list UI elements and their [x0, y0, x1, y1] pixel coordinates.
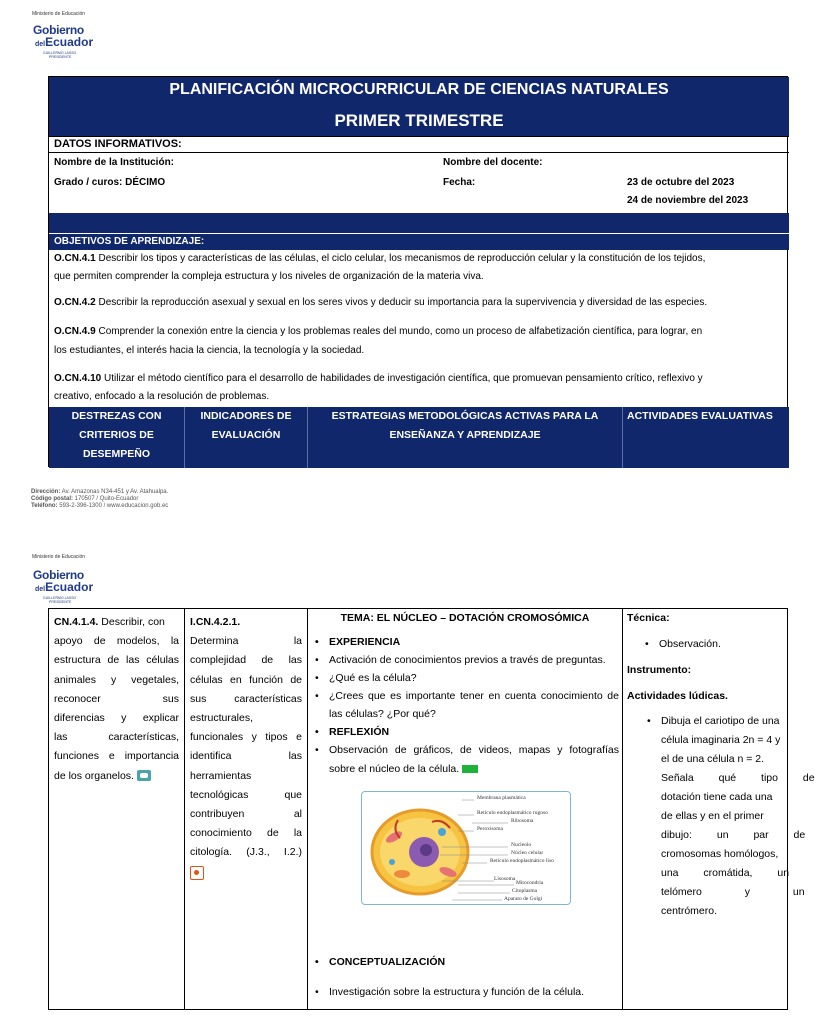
- cell-label: Núcleo celular: [511, 850, 544, 856]
- logo-line2: Ecuador: [45, 35, 94, 49]
- spacer-bar: [49, 213, 789, 233]
- col-header-line: ENSEÑANZA Y APRENDIZAJE: [389, 429, 541, 441]
- skill-line: de los organelos.: [54, 769, 134, 782]
- objective-1-cont: que permiten comprender la compleja estructura y los niveles de organización de la materia viva.: [54, 271, 484, 282]
- indicator-line: estructurales,: [190, 712, 254, 725]
- government-logo-2: [33, 569, 103, 609]
- objective-code: O.CN.4.9: [54, 326, 96, 337]
- logo-line1: Gobierno: [33, 568, 84, 582]
- activity-item: • Dibuja el cariotipo de una célula imaginaria 2n = 4 y el de una célula n = 2. Señala qué tipo de dotación tiene cada una de ellas y en el primer dibujo: un par de cromosomas homólogos, una cromátida, un telómero y un centrómero.: [627, 712, 789, 921]
- col-header-line: EVALUACIÓN: [211, 429, 281, 441]
- info-heading: DATOS INFORMATIVOS:: [54, 138, 182, 150]
- objective-text: Utilizar el método científico para el desarrollo de habilidades de investigación científica, que promuevan pensamiento crítico, reflexivo y: [101, 373, 703, 384]
- planning-table: [48, 76, 788, 467]
- activity-line: de ellas y en el primer: [661, 810, 764, 822]
- col-header-activities: [627, 407, 797, 426]
- col-header-line: ACTIVIDADES EVALUATIVAS: [627, 410, 773, 422]
- objective-code: O.CN.4.10: [54, 373, 102, 384]
- indicator-line: conocimiento de la: [190, 827, 302, 840]
- reflection-item: [311, 741, 619, 779]
- experience-heading: • EXPERIENCIA: [311, 633, 619, 651]
- video-icon[interactable]: [462, 765, 478, 773]
- skill-line: estructura de las células: [54, 654, 179, 667]
- objective-text: Describir la reproducción asexual y sexual en los seres vivos y deducir su importancia para la supervivencia y diversidad de las especies.: [95, 297, 708, 308]
- activities-label: Actividades lúdicas.: [627, 690, 728, 702]
- indicator-line: contribuyen al: [190, 808, 302, 821]
- skill-line: reconocer sus: [54, 692, 179, 705]
- indicator-line: citología. (J.3., I.2.): [190, 846, 302, 859]
- indicator-line: herramientas: [190, 769, 252, 782]
- indicator-line: tecnológicas que: [190, 788, 302, 801]
- postal: 170507 / Quito-Ecuador: [73, 496, 139, 502]
- skill-line: funciones e importancia: [54, 750, 179, 763]
- topic-title: TEMA: EL NÚCLEO – DOTACIÓN CROMOSÓMICA: [340, 612, 590, 624]
- cell-label: Ribosoma: [511, 818, 534, 824]
- ministry-label: Ministerio de Educación: [32, 11, 86, 17]
- activity-line: el de una célula n = 2.: [661, 753, 765, 765]
- col-header-line: ESTRATEGIAS METODOLÓGICAS ACTIVAS PARA LA: [331, 410, 599, 422]
- activity-line: dibujo: un par de: [661, 829, 806, 841]
- logo-prefix: del: [35, 41, 46, 48]
- logo-line3: GUILLERMO LASSO: [43, 51, 77, 55]
- address-label: Dirección:: [31, 489, 61, 495]
- cell-label: Citoplasma: [512, 888, 538, 894]
- indicator-line: identifica las: [190, 750, 302, 763]
- technique-text: Observación.: [659, 638, 721, 650]
- indicator-line: células en función de: [190, 673, 302, 686]
- technique-item: [641, 635, 789, 654]
- indicator-line: sus características: [190, 692, 302, 705]
- teacher-label: Nombre del docente:: [443, 157, 543, 168]
- experience-item: • ¿Crees que es importante tener en cuenta conocimiento de las células? ¿Por qué?: [311, 687, 619, 723]
- experience-item: • Activación de conocimientos previos a través de preguntas.: [311, 651, 619, 669]
- indicator-cell: [190, 613, 302, 880]
- ministry-label-2: Ministerio de Educación: [32, 554, 86, 560]
- skill-line: animales y vegetales,: [54, 673, 179, 686]
- objective-text: Comprender la conexión entre la ciencia y los problemas reales del mundo, como un proceso de alfabetización científica, para lograr, en: [95, 326, 703, 337]
- skill-line: apoyo de modelos, la: [54, 635, 179, 648]
- evaluation-cell: [627, 609, 815, 921]
- reflection-text: Observación de gráficos, de videos, mapas y fotografías sobre el núcleo de la célula.: [329, 744, 619, 775]
- technique-label: Técnica:: [627, 612, 670, 624]
- date-start: 23 de octubre del 2023: [627, 177, 735, 188]
- doc-subtitle: PRIMER TRIMESTRE: [334, 111, 504, 130]
- activity-line: telómero y un: [661, 886, 805, 898]
- columns-header: [49, 407, 789, 468]
- concept-heading: • CONCEPTUALIZACIÓN: [311, 953, 619, 971]
- skill-line: diferencias y explicar: [54, 712, 179, 725]
- title-banner: [49, 77, 789, 136]
- skill-line: Describir, con: [98, 616, 165, 628]
- activity-line: célula imaginaria 2n = 4 y: [661, 734, 781, 746]
- activity-line: cromosomas homólogos,: [661, 848, 779, 860]
- objective-3-cont: los estudiantes, el interés hacia la ciencia, la tecnología y la sociedad.: [54, 345, 365, 356]
- cell-label: Nucleolo: [511, 842, 532, 848]
- indicator-code: I.CN.4.2.1.: [190, 616, 241, 628]
- strategies-cell: [311, 609, 619, 998]
- objective-code: O.CN.4.1: [54, 253, 96, 264]
- col-header-line: CRITERIOS DE: [79, 429, 154, 441]
- objective-text: Describir los tipos y características de las células, el ciclo celular, los mecanismos de reproducción celular y la constitución de los tejidos,: [95, 253, 706, 264]
- logo-line1: Gobierno: [33, 23, 84, 37]
- date-label: Fecha:: [443, 177, 476, 188]
- objective-code: O.CN.4.2: [54, 297, 96, 308]
- logo-line4: PRESIDENTE: [49, 600, 72, 604]
- cell-label: Mitocondria: [516, 880, 544, 886]
- activity-line: Dibuja el cariotipo de una: [661, 715, 780, 727]
- experience-item: • ¿Qué es la célula?: [311, 669, 619, 687]
- activity-line: centrómero.: [661, 905, 718, 917]
- doc-title: PLANIFICACIÓN MICROCURRICULAR DE CIENCIAS NATURALES: [169, 81, 669, 98]
- cell-label: Lisosoma: [494, 876, 516, 882]
- concept-item: • Investigación sobre la estructura y función de la célula.: [311, 983, 619, 1001]
- cell-label: Peroxisoma: [477, 826, 503, 832]
- presentation-icon[interactable]: [190, 866, 204, 880]
- chat-icon[interactable]: [137, 770, 151, 781]
- government-logo: [33, 24, 103, 64]
- objective-4: [54, 369, 703, 388]
- cell-label: Aparato de Golgi: [504, 896, 543, 902]
- instrument-label: Instrumento:: [627, 664, 692, 676]
- col-header-line: DESEMPEÑO: [82, 448, 151, 460]
- objective-4-cont: creativo, enfocado a la resolución de problemas.: [54, 391, 270, 402]
- indicator-line: complejidad de las: [190, 654, 302, 667]
- objectives-heading: OBJETIVOS DE APRENDIZAJE:: [49, 234, 789, 250]
- activities-table: [48, 608, 815, 1010]
- col-header-skills: [49, 407, 184, 464]
- skill-code: CN.4.1.4.: [54, 616, 99, 628]
- indicator-line: funcionales y tipos e: [190, 731, 302, 744]
- logo-line2: Ecuador: [45, 580, 94, 594]
- postal-label: Código postal:: [31, 496, 73, 502]
- date-end: 24 de noviembre del 2023: [627, 195, 749, 206]
- col-header-strategies: [308, 407, 622, 445]
- activity-line: una cromátida, un: [661, 867, 790, 879]
- logo-line4: PRESIDENTE: [49, 55, 72, 59]
- activity-line: dotación tiene cada una: [661, 791, 773, 803]
- cell-label: Retículo endoplasmático rugoso: [477, 810, 548, 816]
- reflection-heading: • REFLEXIÓN: [311, 723, 619, 741]
- logo-prefix: del: [35, 586, 46, 593]
- cell-diagram: [361, 791, 571, 905]
- skill-cell: [54, 613, 179, 786]
- col-header-line: DESTREZAS CON: [71, 410, 162, 422]
- objective-1: [54, 249, 794, 268]
- page-footer: [31, 489, 168, 510]
- institution-label: Nombre de la Institución:: [54, 157, 175, 168]
- col-header-line: INDICADORES DE: [200, 410, 292, 422]
- logo-line3: GUILLERMO LASSO: [43, 596, 77, 600]
- activity-line: Señala qué tipo de: [661, 772, 815, 784]
- phone: 593-2-396-1300 / www.educacion.gob.ec: [57, 503, 169, 509]
- col-header-indicators: [185, 407, 307, 445]
- objective-3: [54, 322, 702, 341]
- objective-2: [54, 293, 707, 312]
- phone-label: Teléfono:: [31, 503, 58, 509]
- skill-line: las características,: [54, 731, 179, 744]
- address: Av. Amazonas N34-451 y Av. Atahualpa.: [60, 489, 169, 495]
- cell-label: Membrana plasmática: [477, 795, 526, 801]
- indicator-line: Determina la: [190, 635, 302, 648]
- cell-label: Retículo endoplasmático liso: [490, 858, 554, 864]
- grade-label: Grado / curos: DÉCIMO: [54, 177, 166, 188]
